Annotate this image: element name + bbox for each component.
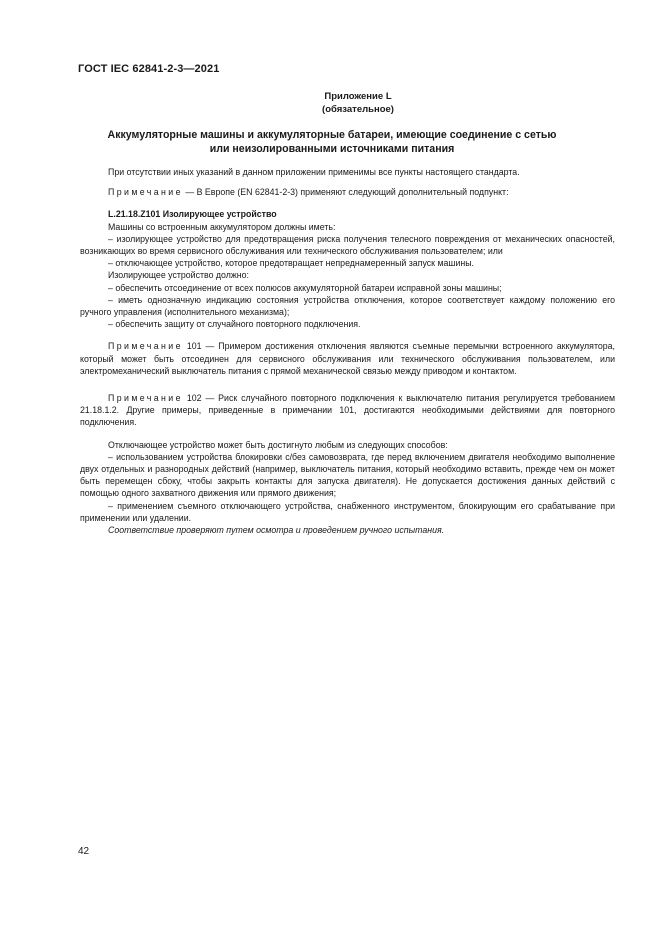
appendix-title-line-2: или неизолированными источниками питания [209,143,455,155]
list-item: – обеспечить защиту от случайного повторного подключения. [108,319,361,330]
note-text: 101 — Примером достижения отключения являются съемные перемычки встроенного аккумулятора, который может быть отсоединен для сервисного обслуживания или технического обслуживания пользователем, или электромеханический выключатель питания с прямой механической связью между приводом и контактом. [80,341,615,376]
list-item: – использованием устройства блокировки с/без самовозврата, где перед включением двигателя необходимо выполнение двух отдельных и разнородных действий (например, выключатель питания, который необходимо вставить, прежде чем он может быть перемещен сбоку, чтобы закрыть контакты для запуска двигателя). Не допускается достижения данных действий с помощью одного захватного движения или прямого движения; [80,451,615,499]
note-label: Примечание [108,187,183,198]
list-item: – применением съемного отключающего устройства, снабженного инструментом, блокирующим его срабатывание при применении или удалении. [80,500,615,523]
appendix-label: Приложение L [324,91,392,102]
appendix-title [84,128,580,156]
appendix-heading [268,90,448,116]
note-label: Примечание [108,341,183,352]
compliance-statement: Соответствие проверяют путем осмотра и проведением ручного испытания. [108,525,445,536]
clause-heading: L.21.18.Z101 Изолирующее устройство [108,209,277,220]
clause-lead: Машины со встроенным аккумулятором должны иметь: [108,221,336,232]
disconnect-lead: Отключающее устройство может быть достигнуто любым из следующих способов: [108,439,448,450]
appendix-title-line-1: Аккумуляторные машины и аккумуляторные батареи, имеющие соединение с сетью [107,129,557,141]
note-text: — В Европе (EN 62841-2-3) применяют следующий дополнительный подпункт: [182,187,509,198]
list-item: – отключающее устройство, которое предотвращает непреднамеренный запуск машины. [108,258,474,269]
list-item: – обеспечить отсоединение от всех полюсов аккумуляторной батареи исправной зоны машины; [108,282,502,293]
list-item: – изолирующее устройство для предотвращения риска получения телесного повреждения от механических опасностей, возникающих во время сервисного обслуживания или технического обслуживания пользователем; или [80,233,615,257]
intro-paragraph: При отсутствии иных указаний в данном приложении применимы все пункты настоящего стандарта. [108,167,520,177]
document-body [80,166,615,536]
note-europe [80,186,615,198]
appendix-status: (обязательное) [322,104,394,115]
note-text: 102 — Риск случайного повторного подключения к выключателю питания регулируется требованием 21.18.1.2. Другие примеры, приведенные в примечании 101, достигаются необходимыми действиями для повторного подключения. [80,393,615,428]
list-item: – иметь однозначную индикацию состояния устройства отключения, которое соответствует каждому положению его ручного управления (исполнительного механизма); [80,294,615,318]
document-code: ГОСТ IEC 62841-2-3—2021 [78,63,220,75]
isolating-lead: Изолирующее устройство должно: [108,270,249,281]
note-101 [80,340,615,377]
page-number: 42 [78,846,90,857]
note-102 [80,392,615,429]
note-label: Примечание [108,393,183,404]
